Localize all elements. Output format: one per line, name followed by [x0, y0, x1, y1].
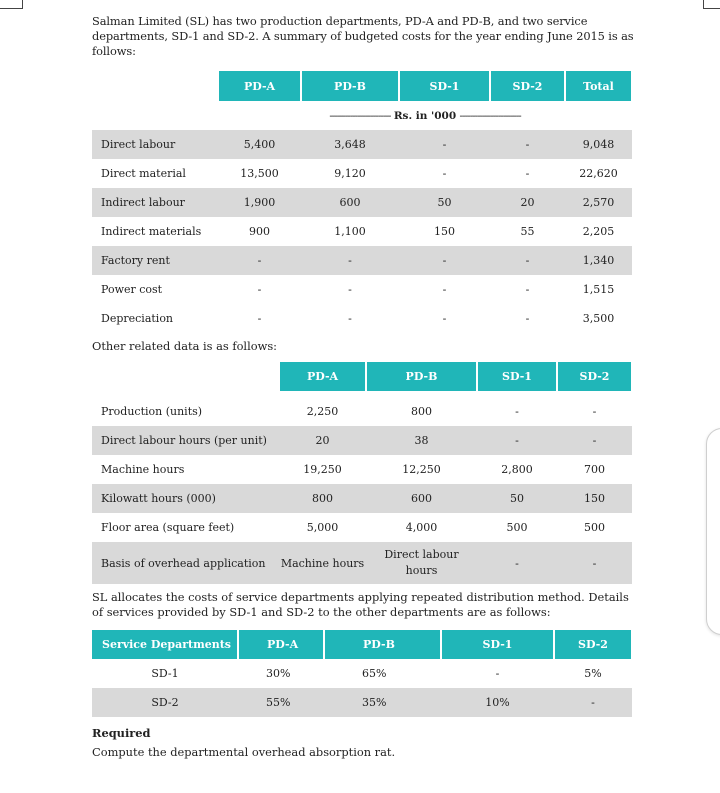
table-row [92, 275, 632, 304]
cell-value: 19,250 [303, 463, 342, 476]
cell-value: - [495, 667, 500, 680]
cell-value: 500 [506, 521, 528, 534]
table-row [92, 542, 632, 584]
other-data-heading: Other related data is as follows: [92, 339, 277, 353]
cell-value: 9,048 [582, 138, 615, 151]
other-header-pda: PD-A [279, 362, 366, 391]
table-row [92, 159, 632, 188]
costs-header-sd1: SD-1 [399, 71, 490, 101]
cell-value: 20 [520, 196, 535, 209]
table-row [92, 397, 632, 426]
cell-value: - [525, 312, 530, 325]
cell-value: 3,648 [334, 138, 366, 151]
row-label: Basis of overhead application [101, 556, 266, 570]
costs-header-pda: PD-A [218, 71, 301, 101]
table-row [92, 217, 632, 246]
cell-value: 2,570 [582, 196, 615, 209]
row-label: Machine hours [101, 463, 185, 476]
service-header-sd2: SD-2 [554, 630, 632, 659]
table-row [92, 659, 632, 688]
cell-value: - [348, 254, 352, 267]
other-header-sd2: SD-2 [557, 362, 632, 391]
row-label: Direct labour hours (per unit) [101, 434, 267, 447]
cell-value: 12,250 [402, 463, 441, 476]
table-row [92, 130, 632, 159]
cell-value: 150 [434, 225, 455, 238]
cell-value: - [515, 434, 519, 447]
service-header-label: Service Departments [92, 630, 238, 659]
cell-value: 2,205 [582, 225, 615, 238]
cell-value: 22,620 [579, 167, 618, 180]
table-row [92, 246, 632, 275]
row-label: Kilowatt hours (000) [101, 492, 216, 505]
other-header-pdb: PD-B [366, 362, 477, 391]
cell-value: 13,500 [240, 167, 279, 180]
side-panel-tab[interactable] [706, 428, 720, 635]
row-label: Depreciation [101, 312, 174, 325]
cell-value: 800 [312, 492, 333, 505]
row-label: Direct material [101, 167, 186, 180]
cell-value: 3,500 [582, 312, 615, 325]
cell-value: - [525, 138, 530, 151]
cell-value: - [442, 138, 447, 151]
cell-value: 700 [584, 463, 605, 476]
cell-value: 800 [411, 405, 432, 418]
table-row [92, 426, 632, 455]
cell-value: 5,000 [306, 521, 339, 534]
cell-value: - [348, 283, 352, 296]
costs-table [92, 71, 633, 333]
row-label: SD-2 [151, 696, 179, 709]
row-label: Direct labour [101, 138, 176, 151]
cell-value: 500 [584, 521, 605, 534]
table-row [92, 688, 632, 717]
cell-value: 1,100 [334, 225, 366, 238]
intro-paragraph: Salman Limited (SL) has two production departments, PD-A and PD-B, and two service departments, SD-1 and SD-2. A summary of budgeted costs for the year ending June 2015 is as follows: [92, 14, 634, 58]
cell-value: - [442, 167, 447, 180]
cell-value: 38 [414, 434, 429, 447]
cell-value: - [257, 283, 262, 296]
other-data-table [92, 362, 633, 584]
cell-value: - [442, 254, 447, 267]
cell-value: 600 [411, 492, 432, 505]
cell-value: Machine hours [280, 556, 365, 570]
costs-header-total: Total [565, 71, 632, 101]
cell-value: 900 [249, 225, 270, 238]
cell-value: - [257, 254, 262, 267]
cell-value: 55 [520, 225, 535, 238]
service-header-sd1: SD-1 [441, 630, 554, 659]
cell-value: 9,120 [334, 167, 366, 180]
row-label: Floor area (square feet) [101, 521, 235, 534]
cell-value: - [442, 283, 447, 296]
required-text: Compute the departmental overhead absorption rat. [92, 745, 396, 759]
row-label: Power cost [101, 283, 163, 296]
cell-value: 35% [362, 696, 387, 709]
cell-value: - [525, 167, 530, 180]
cell-value: 4,000 [405, 521, 438, 534]
cell-value: 65% [362, 667, 387, 680]
cell-value: 2,250 [306, 405, 339, 418]
service-header-pda: PD-A [238, 630, 324, 659]
table-row [92, 484, 632, 513]
cell-value: 600 [339, 196, 361, 209]
other-header-sd1: SD-1 [477, 362, 557, 391]
cell-value: 10% [485, 696, 510, 709]
cell-value: - [591, 696, 595, 709]
cell-value: 1,515 [582, 283, 615, 296]
row-label: SD-1 [151, 667, 179, 680]
cell-value: - [592, 405, 597, 418]
cell-value: 20 [315, 434, 330, 447]
cell-value: - [515, 405, 519, 418]
row-label: Indirect materials [101, 225, 202, 238]
cell-value: 55% [266, 696, 291, 709]
cell-value: 1,340 [582, 254, 615, 267]
page-edge-right [703, 0, 720, 9]
table-row [92, 304, 632, 333]
row-label: Indirect labour [101, 196, 185, 209]
cell-value: - [348, 312, 352, 325]
table-row [92, 513, 632, 542]
required-heading: Required [92, 726, 151, 740]
cell-value: 50 [437, 196, 452, 209]
cell-value: - [592, 556, 597, 570]
table-row [92, 455, 632, 484]
costs-header-sd2: SD-2 [490, 71, 565, 101]
cell-value: Direct labour hours [384, 548, 459, 577]
table-row [92, 188, 632, 217]
allocation-paragraph: SL allocates the costs of service departments applying repeated distribution method. Details of services provided by SD-1 and SD-2 to the other departments are as follows: [92, 590, 629, 619]
cell-value: 1,900 [243, 196, 276, 209]
cell-value: 5% [584, 667, 602, 680]
cell-value: - [525, 283, 530, 296]
row-label: Factory rent [101, 254, 170, 267]
cell-value: 2,800 [501, 463, 533, 476]
cell-value: - [525, 254, 530, 267]
service-departments-table [92, 630, 633, 717]
cell-value: 50 [510, 492, 524, 505]
cell-value: - [442, 312, 447, 325]
page-edge-left [0, 0, 23, 9]
cell-value: 30% [266, 667, 291, 680]
cell-value: - [515, 556, 519, 570]
cell-value: - [257, 312, 262, 325]
cell-value: 5,400 [243, 138, 276, 151]
costs-header-pdb: PD-B [301, 71, 399, 101]
cell-value: 150 [584, 492, 605, 505]
service-header-pdb: PD-B [324, 630, 441, 659]
cell-value: - [592, 434, 597, 447]
row-label: Production (units) [101, 405, 203, 418]
unit-note: ------------------------ Rs. in '000 ------------------------ [329, 109, 521, 122]
